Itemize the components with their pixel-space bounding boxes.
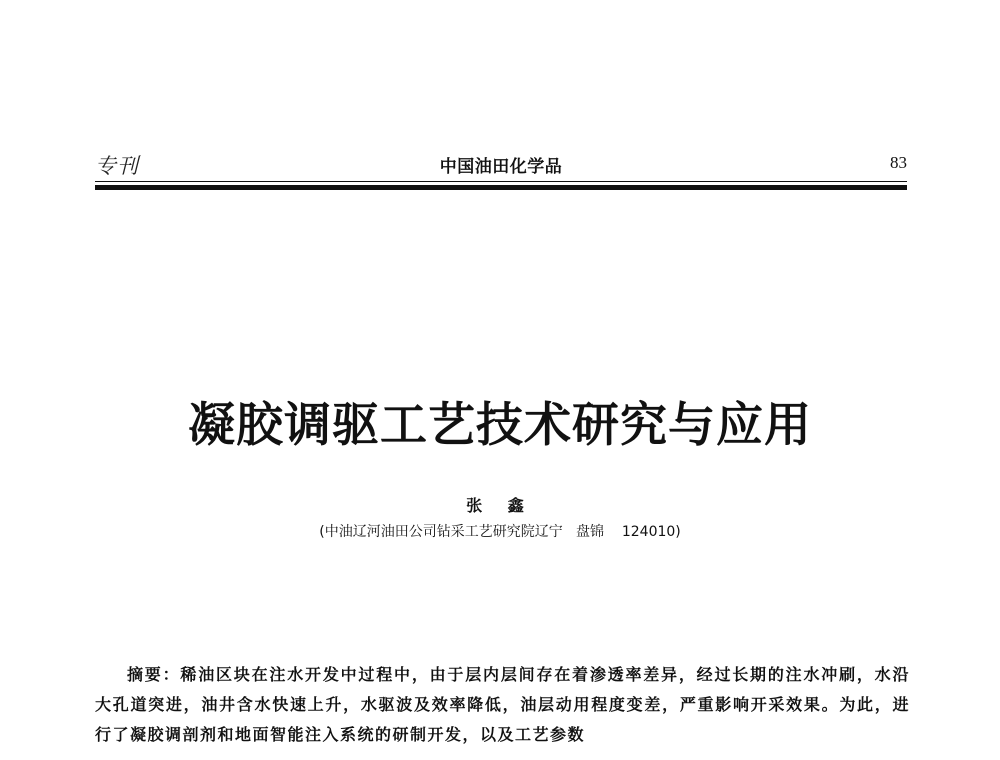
header-rule-thin xyxy=(95,181,907,182)
author-name: 张 鑫 xyxy=(466,496,534,515)
issue-label: 专刊 xyxy=(95,154,139,178)
journal-name: 中国油田化学品 xyxy=(439,157,563,177)
header-rule-thick xyxy=(95,185,907,190)
abstract-paragraph xyxy=(95,660,910,750)
article-title: 凝胶调驱工艺技术研究与应用 xyxy=(188,398,812,453)
abstract-text: 稀油区块在注水开发中过程中，由于层内层间存在着渗透率差异，经过长期的注水冲刷，水沿大孔道突进，油井含水快速上升，水驱波及效率降低，油层动用程度变差，严重影响开采效果。为此，进行了凝胶调剖剂和地面智能注入系统的研制开发，以及工艺参数 xyxy=(95,665,910,744)
abstract-label: 摘要： xyxy=(127,665,181,684)
author-affiliation: (中油辽河油田公司钻采工艺研究院辽宁 盘锦 124010) xyxy=(319,524,681,540)
page-number: 83 xyxy=(890,153,907,172)
running-header xyxy=(95,150,907,180)
